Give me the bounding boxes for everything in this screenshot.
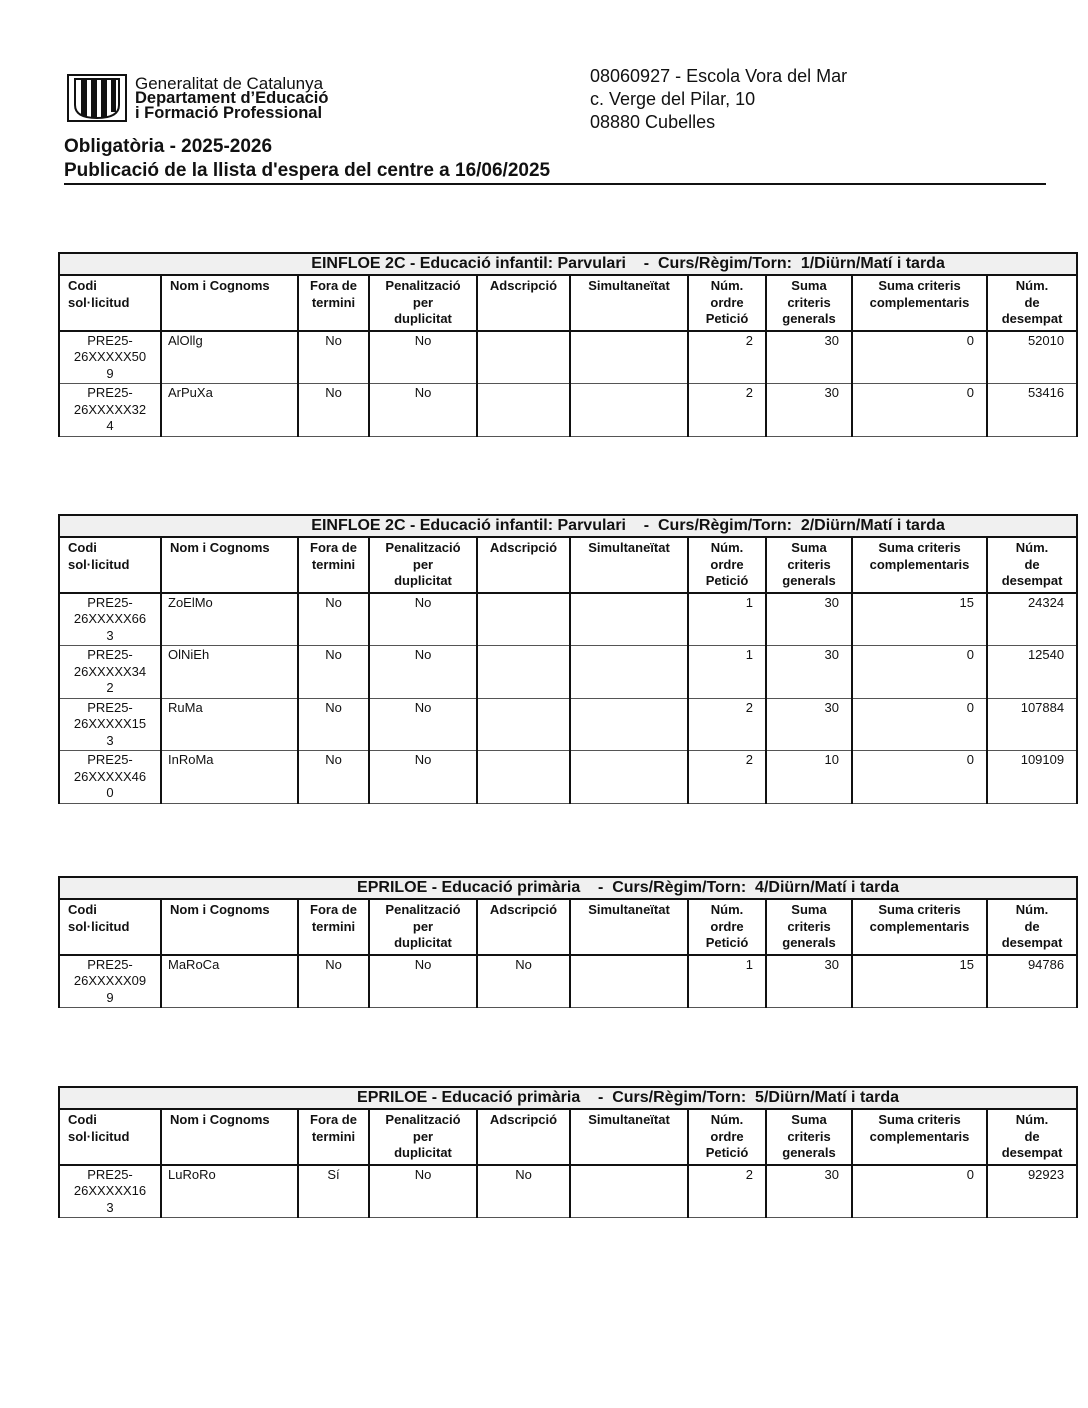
- table-cell: [570, 331, 688, 384]
- table-cell: No: [477, 1165, 570, 1218]
- table-cell: PRE25- 26XXXXX34 2: [59, 646, 161, 699]
- waitlist-table: [58, 252, 1076, 437]
- table-cell: 2: [688, 384, 766, 437]
- column-header: Fora de termini: [298, 1109, 369, 1165]
- table-cell: No: [369, 751, 477, 804]
- column-header: Nom i Cognoms: [161, 275, 298, 331]
- table-cell: No: [298, 331, 369, 384]
- column-header: Adscripció: [477, 1109, 570, 1165]
- column-header: Penalització per duplicitat: [369, 275, 477, 331]
- table-row: [59, 1165, 1077, 1218]
- column-header: Nom i Cognoms: [161, 899, 298, 955]
- table-cell: [477, 593, 570, 646]
- table-cell: Sí: [298, 1165, 369, 1218]
- table-cell: [477, 384, 570, 437]
- table-cell: ArPuXa: [161, 384, 298, 437]
- column-header: Codi sol·licitud: [59, 1109, 161, 1165]
- table-row: [59, 698, 1077, 751]
- table-cell: 0: [852, 1165, 987, 1218]
- column-header: Núm. ordre Petició: [688, 537, 766, 593]
- waitlist-table: [58, 1086, 1076, 1218]
- table-cell: No: [298, 751, 369, 804]
- column-header: Fora de termini: [298, 275, 369, 331]
- table-cell: 24324: [987, 593, 1077, 646]
- table-cell: 0: [852, 331, 987, 384]
- column-header: Suma criteris generals: [766, 537, 852, 593]
- column-header: Penalització per duplicitat: [369, 1109, 477, 1165]
- column-header: Núm. ordre Petició: [688, 275, 766, 331]
- table-cell: 2: [688, 751, 766, 804]
- page-subtitle: Publicació de la llista d'espera del centre a 16/06/2025: [64, 160, 551, 181]
- org-line: Departament d’Educació: [135, 89, 329, 107]
- table-caption: EINFLOE 2C - Educació infantil: Parvulari - Curs/Règim/Torn: 2/Diürn/Matí i tarda: [59, 515, 1077, 537]
- column-header: Simultaneïtat: [570, 899, 688, 955]
- column-header: Suma criteris complementaris: [852, 1109, 987, 1165]
- column-header: Núm. de desempat: [987, 537, 1077, 593]
- column-header: Codi sol·licitud: [59, 899, 161, 955]
- table-cell: 94786: [987, 955, 1077, 1008]
- table-cell: 10: [766, 751, 852, 804]
- table-cell: No: [369, 955, 477, 1008]
- table-cell: MaRoCa: [161, 955, 298, 1008]
- table-cell: 15: [852, 955, 987, 1008]
- column-header: Simultaneïtat: [570, 1109, 688, 1165]
- table-cell: [477, 698, 570, 751]
- table-cell: RuMa: [161, 698, 298, 751]
- table-cell: [570, 384, 688, 437]
- table-row: [59, 955, 1077, 1008]
- table-cell: 2: [688, 698, 766, 751]
- table-cell: No: [369, 646, 477, 699]
- table-cell: [570, 646, 688, 699]
- table-cell: 15: [852, 593, 987, 646]
- table-cell: No: [298, 698, 369, 751]
- table-row: [59, 593, 1077, 646]
- waitlist-table: [58, 514, 1076, 804]
- column-header: Codi sol·licitud: [59, 275, 161, 331]
- table-cell: No: [477, 955, 570, 1008]
- table-cell: 1: [688, 646, 766, 699]
- table-cell: No: [369, 384, 477, 437]
- table-cell: 1: [688, 955, 766, 1008]
- organization-name: [135, 76, 328, 121]
- column-header: Fora de termini: [298, 899, 369, 955]
- table-cell: [477, 331, 570, 384]
- table-cell: PRE25- 26XXXXX15 3: [59, 698, 161, 751]
- table-row: [59, 331, 1077, 384]
- table-cell: PRE25- 26XXXXX32 4: [59, 384, 161, 437]
- column-header: Simultaneïtat: [570, 537, 688, 593]
- column-header: Penalització per duplicitat: [369, 899, 477, 955]
- table-cell: 0: [852, 646, 987, 699]
- table-cell: 30: [766, 1165, 852, 1218]
- school-city: 08880 Cubelles: [590, 112, 716, 132]
- column-header: Adscripció: [477, 275, 570, 331]
- table-cell: [570, 698, 688, 751]
- table-cell: No: [298, 384, 369, 437]
- waitlist-table: [58, 876, 1076, 1008]
- column-header: Adscripció: [477, 899, 570, 955]
- table-cell: [570, 955, 688, 1008]
- table-cell: 2: [688, 1165, 766, 1218]
- table-cell: No: [369, 698, 477, 751]
- table-cell: PRE25- 26XXXXX16 3: [59, 1165, 161, 1218]
- column-header: Nom i Cognoms: [161, 537, 298, 593]
- table-cell: InRoMa: [161, 751, 298, 804]
- table-cell: No: [369, 1165, 477, 1218]
- table-row: [59, 384, 1077, 437]
- table-cell: No: [369, 593, 477, 646]
- table-cell: [570, 593, 688, 646]
- table-cell: 30: [766, 698, 852, 751]
- org-line: i Formació Professional: [135, 104, 323, 122]
- column-header: Núm. de desempat: [987, 275, 1077, 331]
- table-cell: [477, 646, 570, 699]
- table-cell: 53416: [987, 384, 1077, 437]
- table-row: [59, 646, 1077, 699]
- column-header: Núm. ordre Petició: [688, 899, 766, 955]
- column-header: Suma criteris complementaris: [852, 899, 987, 955]
- table-cell: PRE25- 26XXXXX46 0: [59, 751, 161, 804]
- page-title: Obligatòria - 2025-2026: [64, 136, 273, 157]
- column-header: Núm. ordre Petició: [688, 1109, 766, 1165]
- table-row: [59, 751, 1077, 804]
- table-cell: 30: [766, 331, 852, 384]
- table-cell: 52010: [987, 331, 1077, 384]
- table-cell: 30: [766, 955, 852, 1008]
- table-cell: 107884: [987, 698, 1077, 751]
- table-cell: 0: [852, 384, 987, 437]
- table-cell: [477, 751, 570, 804]
- table-cell: 92923: [987, 1165, 1077, 1218]
- table-cell: 0: [852, 698, 987, 751]
- table-cell: 0: [852, 751, 987, 804]
- table-cell: [570, 751, 688, 804]
- school-code-name: 08060927 - Escola Vora del Mar: [590, 66, 848, 86]
- table-cell: PRE25- 26XXXXX50 9: [59, 331, 161, 384]
- column-header: Suma criteris generals: [766, 1109, 852, 1165]
- table-cell: 1: [688, 593, 766, 646]
- table-cell: 109109: [987, 751, 1077, 804]
- column-header: Suma criteris generals: [766, 275, 852, 331]
- column-header: Suma criteris complementaris: [852, 537, 987, 593]
- table-cell: No: [369, 331, 477, 384]
- table-caption: EPRILOE - Educació primària - Curs/Règim/Torn: 4/Diürn/Matí i tarda: [59, 877, 1077, 899]
- generalitat-logo-icon: [67, 74, 127, 122]
- table-cell: 30: [766, 593, 852, 646]
- column-header: Suma criteris complementaris: [852, 275, 987, 331]
- table-caption: EPRILOE - Educació primària - Curs/Règim/Torn: 5/Diürn/Matí i tarda: [59, 1087, 1077, 1109]
- table-cell: 30: [766, 384, 852, 437]
- table-cell: OlNiEh: [161, 646, 298, 699]
- column-header: Adscripció: [477, 537, 570, 593]
- table-cell: PRE25- 26XXXXX09 9: [59, 955, 161, 1008]
- column-header: Penalització per duplicitat: [369, 537, 477, 593]
- table-cell: AlOllg: [161, 331, 298, 384]
- org-line: Generalitat de Catalunya: [135, 74, 324, 93]
- column-header: Núm. de desempat: [987, 1109, 1077, 1165]
- school-street: c. Verge del Pilar, 10: [590, 89, 756, 109]
- table-cell: [570, 1165, 688, 1218]
- school-address: [590, 65, 847, 134]
- table-cell: No: [298, 593, 369, 646]
- table-cell: LuRoRo: [161, 1165, 298, 1218]
- table-cell: 12540: [987, 646, 1077, 699]
- table-cell: No: [298, 955, 369, 1008]
- column-header: Simultaneïtat: [570, 275, 688, 331]
- column-header: Codi sol·licitud: [59, 537, 161, 593]
- column-header: Suma criteris generals: [766, 899, 852, 955]
- table-cell: ZoElMo: [161, 593, 298, 646]
- column-header: Nom i Cognoms: [161, 1109, 298, 1165]
- table-cell: No: [298, 646, 369, 699]
- column-header: Núm. de desempat: [987, 899, 1077, 955]
- document-title: [64, 135, 1046, 185]
- table-caption: EINFLOE 2C - Educació infantil: Parvulari - Curs/Règim/Torn: 1/Diürn/Matí i tarda: [59, 253, 1077, 275]
- table-cell: 30: [766, 646, 852, 699]
- table-cell: 2: [688, 331, 766, 384]
- column-header: Fora de termini: [298, 537, 369, 593]
- table-cell: PRE25- 26XXXXX66 3: [59, 593, 161, 646]
